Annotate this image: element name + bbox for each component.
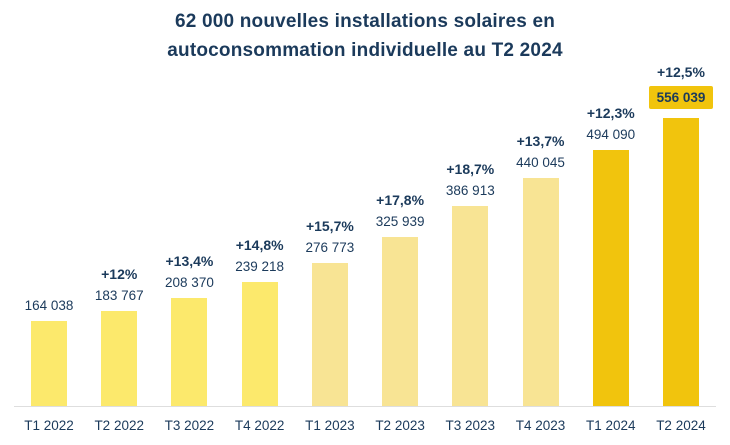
bar xyxy=(663,118,699,406)
bar-column xyxy=(295,218,365,406)
x-axis-label: T1 2023 xyxy=(305,418,355,433)
x-axis-label: T1 2024 xyxy=(585,418,636,433)
bar-value-label: 164 038 xyxy=(24,298,74,313)
bar xyxy=(242,282,278,406)
x-axis-label: T1 2022 xyxy=(24,418,74,433)
bar-value-label: 325 939 xyxy=(375,214,425,229)
x-axis-label: T3 2022 xyxy=(164,418,215,433)
chart-title-line2: autoconsommation individuelle au T2 2024 xyxy=(167,39,563,61)
x-axis-label: T2 2024 xyxy=(656,418,706,433)
bar-column xyxy=(84,266,154,406)
bars-area xyxy=(14,65,716,407)
x-axis-label: T2 2023 xyxy=(375,418,425,433)
bar-column xyxy=(506,133,576,406)
bar-column xyxy=(646,64,716,406)
x-axis-label: T4 2022 xyxy=(234,418,285,433)
bar-column xyxy=(154,253,224,406)
bar-value-label: 440 045 xyxy=(516,155,565,170)
bar-percent-label: +17,8% xyxy=(376,192,425,208)
bar-percent-label: +18,7% xyxy=(446,161,495,177)
bar-value-badge: 556 039 xyxy=(649,86,714,109)
bar xyxy=(382,237,418,406)
bar-value-label: 276 773 xyxy=(305,240,355,255)
x-axis-label: T3 2023 xyxy=(445,418,496,433)
chart-title xyxy=(0,8,730,65)
bar-percent-label: +14,8% xyxy=(235,237,284,253)
bar-percent-label: +13,4% xyxy=(165,253,214,269)
bar-value-label: 239 218 xyxy=(235,259,285,274)
bar-percent-label: +15,7% xyxy=(305,218,354,234)
bar-value-label: 208 370 xyxy=(165,275,214,290)
chart-page xyxy=(0,8,730,445)
bar-column xyxy=(14,298,84,406)
bar xyxy=(101,311,137,406)
bar xyxy=(312,263,348,406)
bar-percent-label: +12,3% xyxy=(586,105,635,121)
bar-percent-label: +12% xyxy=(101,266,138,282)
x-axis xyxy=(14,407,716,433)
bar-value-label: 183 767 xyxy=(94,288,144,303)
bar xyxy=(31,321,67,406)
bar xyxy=(452,206,488,406)
chart-title-line1: 62 000 nouvelles installations solaires en xyxy=(174,11,556,32)
bar-chart xyxy=(14,65,716,433)
bar-value-label: 386 913 xyxy=(445,183,495,198)
bar-value-label: 494 090 xyxy=(586,127,636,142)
bar-column xyxy=(225,237,295,406)
bar-column xyxy=(435,161,505,406)
bar xyxy=(523,178,559,406)
bar xyxy=(593,150,629,406)
bar-percent-label: +13,7% xyxy=(516,133,565,149)
bar-column xyxy=(365,192,435,406)
x-axis-label: T2 2022 xyxy=(94,418,144,433)
bar-column xyxy=(576,105,646,406)
bar xyxy=(171,298,207,406)
bar-percent-label: +12,5% xyxy=(657,64,705,80)
x-axis-label: T4 2023 xyxy=(515,418,566,433)
